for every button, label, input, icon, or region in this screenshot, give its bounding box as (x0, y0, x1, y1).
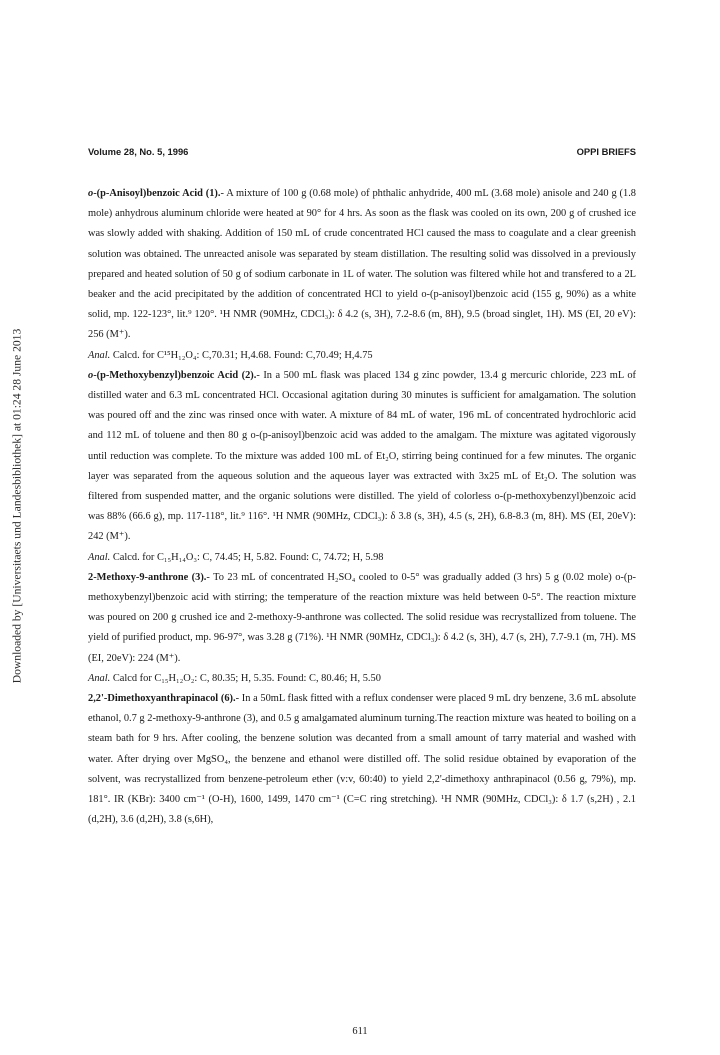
paragraph-compound-6 (88, 689, 636, 830)
paragraph-compound-3 (88, 568, 636, 669)
page-number: 611 (352, 1026, 368, 1037)
analysis-line-1 (88, 346, 636, 366)
anal-label: Anal. (88, 349, 111, 361)
paragraph-compound-2 (88, 366, 636, 548)
paragraph-compound-1 (88, 184, 636, 346)
compound-title: -(p-Methoxybenzyl)benzoic Acid (2). (93, 369, 257, 381)
paragraph-text: - To 23 mL of concentrated H₂SO₄ cooled to 0-5° was gradually added (3 hrs) 5 g (0.02 mole) o-(p-methoxybenzyl)benzoic acid with stirring; the temperature of the reaction mixture was held between 0-5°. The reaction mixture was poured on 200 g crushed ice and 2-methoxy-9-anthrone was collected. The solid residue was recrystallized from toluene. The yield of purified product, mp. 96-97°, was 3.28 g (71%). ¹H NMR (90MHz, CDCl₃): δ 4.2 (s, 3H), 4.7 (s, 2H), 7.7-9.1 (m, 7H). MS (EI, 20eV): 224 (M⁺). (88, 571, 636, 664)
analysis-line-2 (88, 548, 636, 568)
compound-title-prefix: o (88, 188, 94, 199)
analysis-line-3 (88, 669, 636, 689)
analysis-text: Calcd. for C₁₅H₁₄O₃: C, 74.45; H, 5.82. Found: C, 74.72; H, 5.98 (110, 551, 384, 563)
paragraph-text: - In a 50mL flask fitted with a reflux condenser were placed 9 mL dry benzene, 3.6 mL absolute ethanol, 0.7 g 2-methoxy-9-anthrone (3), and 0.5 g amalgamated aluminum turning.The reaction mixture was heated to boiling on a steam bath for 9 hrs. After cooling, the benzene solution was decanted from a small amount of tarry material and washed with water. After drying over MgSO₄, the benzene and ethanol were distilled off. The solid residue obtained by evaporation of the solvent, was recrystallized from benzene-petroleum ether (v:v, 60:40) to yield 2,2'-dimethoxy anthrapinacol (0.56 g, 79%), mp. 181°. IR (KBr): 3400 cm⁻¹ (O-H), 1600, 1499, 1470 cm⁻¹ (C=C ring stretching). ¹H NMR (90MHz, CDCl₃): δ 1.7 (s,2H) , 2.1 (d,2H), 3.6 (d,2H), 3.8 (s,6H), (88, 693, 636, 826)
journal-volume: Volume 28, No. 5, 1996 (88, 146, 189, 157)
analysis-text: Calcd. for C¹⁵H₁₂O₄: C,70.31; H,4.68. Found: C,70.49; H,4.75 (110, 349, 373, 361)
download-notice (6, 0, 28, 1055)
compound-title: 2,2'-Dimethoxyanthrapinacol (6). (88, 693, 236, 705)
compound-title: 2-Methoxy-9-anthrone (3). (88, 571, 207, 583)
section-title: OPPI BRIEFS (576, 146, 636, 157)
article-body (88, 184, 636, 831)
anal-label: Anal. (88, 672, 111, 684)
paragraph-text: - In a 500 mL flask was placed 134 g zinc powder, 13.4 g mercuric chloride, 223 mL of distilled water and 6.3 mL concentrated HCl. Occasional agitation during 30 minutes is sufficient for amalgamation. The solution was poured off and the zinc was rinsed once with water. A mixture of 84 mL of water, 196 mL of concentrated hydrochloric acid and 112 mL of toluene and then 80 g o-(p-anisoyl)benzoic acid was added to the amalgam. The mixture was agitated vigorously until reduction was complete. To the mixture was added 100 mL of Et₂O, stirring being continued for a few minutes. The organic layer was separated from the aqueous solution and the aqueous layer was extracted with 3x25 mL of Et₂O. The solution was filtered from suspended matter, and the organic solutions were distilled. The yield of colorless o-(p-methoxybenzyl)benzoic acid was 88% (66.6 g), mp. 117-118°, lit.⁹ 116°. ¹H NMR (90MHz, CDCl₃): δ 3.8 (s, 3H), 4.5 (s, 2H), 6.8-8.3 (m, 8H). MS (EI, 20eV): 242 (M⁺). (88, 369, 636, 543)
compound-title-prefix: o (88, 369, 94, 381)
anal-label: Anal. (88, 551, 111, 563)
analysis-text: Calcd for C₁₅H₁₂O₂: C, 80.35; H, 5.35. Found: C, 80.46; H, 5.50 (110, 672, 381, 684)
paragraph-text: - A mixture of 100 g (0.68 mole) of phthalic anhydride, 400 mL (3.68 mole) anisole and 240 g (1.8 mole) anhydrous aluminum chloride were heated at 90° for 4 hrs. As soon as the flask was cooled on its own, 200 g of crushed ice was slowly added with shaking. Addition of 150 mL of crude concentrated HCl caused the mass to coagulate and a clear greenish solution was obtained. The unreacted anisole was separated by steam distillation. The resulting solid was dissolved in a previously prepared and heated solution of 50 g of sodium carbonate in 1L of water. The solution was filtered while hot and transfered to a 2L beaker and the acid precipitated by the addition of concentrated HCl to yield o-(p-anisoyl)benzoic acid (155 g, 90%) as a white solid, mp. 122-123°, lit.⁹ 120°. ¹H NMR (90MHz, CDCl₃): δ 4.2 (s, 3H), 7.2-8.6 (m, 8H), 9.5 (broad singlet, 1H). MS (EI, 20 eV): 256 (M⁺). (88, 188, 636, 341)
download-notice-text: Downloaded by [Universitaets und Landesbibliothek] at 01:24 28 June 2013 (10, 328, 24, 684)
compound-title: -(p-Anisoyl)benzoic Acid (1). (93, 188, 221, 199)
